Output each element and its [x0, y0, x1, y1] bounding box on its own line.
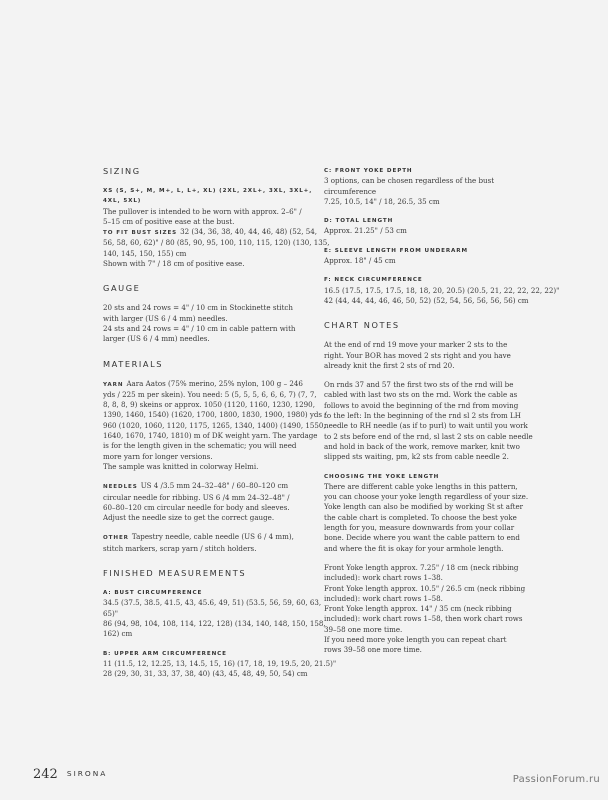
- text-line: 65)": [103, 608, 119, 618]
- neck-circumference-section: [324, 275, 562, 306]
- text-line: If you need more yoke length you can repeat chart: [324, 634, 507, 644]
- text-line: 60–80–120 cm circular needle for body and sleeves.: [103, 502, 290, 512]
- materials-section: [103, 359, 341, 554]
- text-line: 39–58 one more time.: [324, 624, 403, 634]
- text-line: 8, 8, 8, 9) skeins or approx. 1050 (1120, 1160, 1230, 1290,: [103, 400, 315, 410]
- bust-circumference-heading: A: BUST CIRCUMFERENCE: [103, 590, 203, 597]
- watermark: PassionForum.ru: [512, 774, 600, 785]
- text-line: yds / 225 m per skein). You need: 5 (5, 5, 5, 6, 6, 6, 7) (7, 7,: [103, 389, 317, 399]
- text-line: larger (US 6 / 4 mm) needles.: [103, 334, 210, 344]
- text-line: included): work chart rows 1–38.: [324, 573, 443, 583]
- text-line: bone. Decide where you want the cable pattern to end: [324, 533, 520, 543]
- needles-label: NEEDLES: [103, 484, 138, 491]
- yarn-label: YARN: [103, 381, 124, 388]
- sleeve-length-section: [324, 246, 562, 267]
- page-number: 242: [33, 767, 58, 782]
- other-value: Tapestry needle, cable needle (US 6 / 4 mm),: [131, 532, 294, 542]
- front-yoke-depth-section: [324, 166, 562, 207]
- text-line: is for the length given in the schematic; you will need: [103, 441, 297, 451]
- bust-sizes-line: [103, 227, 341, 238]
- neck-circumference-heading: F: NECK CIRCUMFERENCE: [324, 277, 423, 284]
- book-title: SIRONA: [66, 769, 108, 778]
- total-length-heading: D: TOTAL LENGTH: [324, 218, 394, 225]
- text-line: 86 (94, 98, 104, 108, 114, 122, 128) (134, 140, 148, 150, 158,: [103, 618, 326, 628]
- text-line: 16.5 (17.5, 17.5, 17.5, 18, 18, 20, 20.5) (20.5, 21, 22, 22, 22, 22)": [324, 285, 560, 295]
- gauge-heading: GAUGE: [103, 283, 141, 294]
- text-line: 5–15 cm of positive ease at the bust.: [103, 216, 235, 226]
- text-line: Approx. 18" / 45 cm: [324, 256, 396, 266]
- materials-heading: MATERIALS: [103, 358, 164, 369]
- text-line: Front Yoke length approx. 7.25" / 18 cm (neck ribbing: [324, 562, 519, 572]
- text-line: already knit the first 2 sts of rnd 20.: [324, 360, 455, 370]
- text-line: On rnds 37 and 57 the first two sts of the rnd will be: [324, 380, 514, 390]
- text-line: rows 39–58 one more time.: [324, 645, 422, 655]
- yarn-line: [103, 379, 341, 390]
- text-line: included): work chart rows 1–58, then work chart rows: [324, 614, 523, 624]
- text-line: follows to avoid the beginning of the rnd from moving: [324, 400, 519, 410]
- sizes-line: 4XL, 5XL): [103, 198, 142, 205]
- text-line: slipped sts waiting, pm, k2 sts from cable needle 2.: [324, 452, 509, 462]
- text-line: to the left: In the beginning of the rnd sl 2 sts from LH: [324, 411, 521, 421]
- text-line: 34.5 (37.5, 38.5, 41.5, 43, 45.6, 49, 51) (53.5, 56, 59, 60, 63,: [103, 598, 322, 608]
- text-line: and where the fit is okay for your armhole length.: [324, 543, 504, 553]
- sizes-line: XS (S, S+, M, M+, L, L+, XL) (2XL, 2XL+, 3XL, 3XL+,: [103, 188, 313, 194]
- text-line: stitch markers, scrap yarn / stitch holders.: [103, 543, 257, 553]
- text-line: Front Yoke length approx. 10.5" / 26.5 cm (neck ribbing: [324, 583, 526, 593]
- text-line: Approx. 21.25" / 53 cm: [324, 226, 407, 236]
- needles-value: US 4 /3.5 mm 24–32–48" / 60–80–120 cm: [140, 481, 289, 491]
- text-line: cabled with last two sts on the rnd. Work the cable as: [324, 390, 518, 400]
- text-line: 1390, 1460, 1540) (1620, 1700, 1800, 1830, 1900, 1980) yds /: [103, 410, 327, 420]
- finished-measurements-heading: FINISHED MEASUREMENTS: [103, 568, 247, 579]
- text-line: 162) cm: [103, 629, 133, 639]
- page-footer: [33, 763, 107, 782]
- text-line: length for you, measure downwards from your collar: [324, 523, 515, 533]
- left-column: [103, 166, 341, 693]
- text-line: 3 options, can be chosen regardless of the bust: [324, 176, 495, 186]
- text-line: right. Your BOR has moved 2 sts right and you have: [324, 350, 511, 360]
- chart-notes-section: [324, 320, 562, 655]
- gauge-section: [103, 283, 341, 344]
- text-line: and hold in back of the work, remove marker, knit two: [324, 441, 520, 451]
- text-line: 28 (29, 30, 31, 33, 37, 38, 40) (43, 45, 48, 49, 50, 54) cm: [103, 669, 308, 679]
- right-column: [324, 166, 562, 670]
- text-line: The pullover is intended to be worn with approx. 2–6" /: [103, 206, 302, 216]
- text-line: Adjust the needle size to get the correct gauge.: [103, 513, 275, 523]
- text-line: with larger (US 6 / 4 mm) needles.: [103, 313, 228, 323]
- text-line: Yoke length can also be modified by working St st after: [324, 502, 524, 512]
- text-line: circumference: [324, 186, 377, 196]
- text-line: 140, 145, 150, 155) cm: [103, 248, 187, 258]
- upper-arm-heading: B: UPPER ARM CIRCUMFERENCE: [103, 650, 227, 657]
- text-line: Front Yoke length approx. 14" / 35 cm (neck ribbing: [324, 604, 512, 614]
- text-line: 1640, 1670, 1740, 1810) m of DK weight yarn. The yardage: [103, 431, 318, 441]
- finished-measurements-section: [103, 568, 341, 679]
- yarn-value: Aara Aatos (75% merino, 25% nylon, 100 g – 246: [126, 378, 303, 388]
- text-line: included): work chart rows 1–58.: [324, 593, 443, 603]
- text-line: you can choose your yoke length regardless of your size.: [324, 492, 529, 502]
- bust-sizes-label: TO FIT BUST SIZES: [103, 230, 178, 237]
- text-line: 7.25, 10.5, 14" / 18, 26.5, 35 cm: [324, 196, 440, 206]
- bust-sizes-value: 32 (34, 36, 38, 40, 44, 46, 48) (52, 54,: [180, 227, 318, 237]
- sizing-section: [103, 166, 341, 269]
- needles-line: [103, 481, 341, 492]
- sleeve-length-heading: E: SLEEVE LENGTH FROM UNDERARM: [324, 247, 468, 254]
- text-line: 11 (11.5, 12, 12.25, 13, 14.5, 15, 16) (17, 18, 19, 19.5, 20, 21.5)": [103, 658, 337, 668]
- text-line: 20 sts and 24 rows = 4" / 10 cm in Stockinette stitch: [103, 303, 293, 313]
- text-line: 56, 58, 60, 62)" / 80 (85, 90, 95, 100, 110, 115, 120) (130, 135,: [103, 238, 330, 248]
- text-line: the cable chart is completed. To choose the best yoke: [324, 512, 517, 522]
- text-line: 960 (1020, 1060, 1120, 1175, 1265, 1340, 1400) (1490, 1550,: [103, 420, 326, 430]
- text-line: Shown with 7" / 18 cm of positive ease.: [103, 259, 245, 269]
- sizing-heading: SIZING: [103, 166, 141, 176]
- text-line: The sample was knitted in colorway Helmi.: [103, 461, 259, 471]
- other-line: [103, 532, 341, 543]
- text-line: 24 sts and 24 rows = 4" / 10 cm in cable pattern with: [103, 323, 296, 333]
- yoke-length-heading: CHOOSING THE YOKE LENGTH: [324, 473, 440, 480]
- text-line: At the end of rnd 19 move your marker 2 sts to the: [324, 340, 508, 350]
- text-line: more yarn for longer versions.: [103, 451, 213, 461]
- text-line: There are different cable yoke lengths in this pattern,: [324, 481, 518, 491]
- text-line: circular needle for ribbing. US 6 /4 mm 24–32–48" /: [103, 492, 290, 502]
- text-line: needle to RH needle (as if to purl) to wait until you work: [324, 421, 528, 431]
- total-length-section: [324, 216, 562, 237]
- chart-notes-heading: CHART NOTES: [324, 320, 400, 331]
- front-yoke-depth-heading: C: FRONT YOKE DEPTH: [324, 168, 413, 174]
- other-label: OTHER: [103, 535, 129, 542]
- text-line: 42 (44, 44, 44, 46, 46, 50, 52) (52, 54, 56, 56, 56, 56) cm: [324, 295, 529, 305]
- text-line: to 2 sts before end of the rnd, sl last 2 sts on cable needle: [324, 431, 533, 441]
